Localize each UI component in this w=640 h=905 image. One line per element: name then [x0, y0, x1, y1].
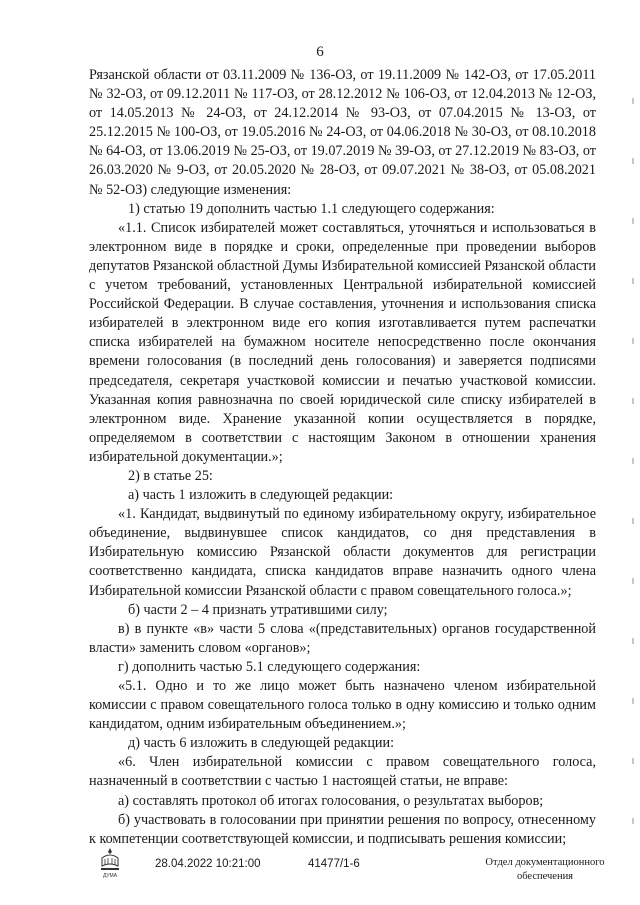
paragraph-part-6-a: а) составлять протокол об итогах голосования, о результатах выборов; — [118, 792, 544, 809]
department-line-2: обеспечения — [516, 871, 574, 882]
page-footer — [0, 836, 640, 896]
paragraph-part-1-1: «1.1. Список избирателей может составляться, уточняться и использоваться в электронном виде в порядке и сроки, определенные при проведении выборов депутатов Рязанской областной Думы Избирательной комиссией Рязанской области с учетом требований, установленных Центральной избирательной комиссией Российской Федерации. В случае составления, уточнения и использования списка избирателей в электронном виде его копия изготавливается путем распечатки списка избирателей на бумажном носителе непосредственно после окончания времени голосования (в последний день голосования) и заверяется подписями председателя, секретаря участковой комиссии и печатью участковой комиссии. Указанная копия равнозначна по своей юридической силе списку избирателей в электронном виде. Хранение указанной копии осуществляется в порядке, определяемом в соответствии с настоящим Законом в отношении хранения избирательной документации.»; — [89, 219, 596, 465]
footer-timestamp: 28.04.2022 10:21:00 — [155, 858, 261, 870]
paragraph-part-6: «6. Член избирательной комиссии с правом совещательного голоса, назначенный в соответствии с частью 1 настоящей статьи, не вправе: — [89, 754, 596, 790]
scan-edge-artifact — [632, 80, 634, 860]
department-stamp — [470, 856, 620, 884]
paragraph-subitem-b: б) части 2 – 4 признать утратившими силу; — [128, 601, 388, 618]
paragraph-subitem-a: а) часть 1 изложить в следующей редакции: — [128, 487, 394, 504]
paragraph-part-1: «1. Кандидат, выдвинутый по единому избирательному округу, избирательное объединение, выдвинувшее список кандидатов, со дня представления в Избирательную комиссию Рязанской области документов для регистрации соответственно кандидата, списка кандидатов вправе назначить одного члена Избирательной комиссии Рязанской области с правом совещательного голоса.»; — [89, 506, 596, 599]
document-body — [89, 66, 596, 849]
paragraph-amendments-list: Рязанской области от 03.11.2009 № 136-ОЗ, от 19.11.2009 № 142-ОЗ, от 17.05.2011 № 32-ОЗ, от 09.12.2011 № 117-ОЗ, от 28.12.2012 № 106-ОЗ, от 12.04.2013 № 12-ОЗ, от 14.05.2013 № 24-ОЗ, от 24.12.2014 № 93-ОЗ, от 07.04.2015 № 13-ОЗ, от 25.12.2015 № 100-ОЗ, от 19.05.2016 № 24-ОЗ, от 04.06.2018 № 30-ОЗ, от 08.10.2018 № 64-ОЗ, от 13.06.2019 № 25-ОЗ, от 19.07.2019 № 39-ОЗ, от 27.12.2019 № 83-ОЗ, от 26.03.2020 № 9-ОЗ, от 20.05.2020 № 28-ОЗ, от 09.07.2021 № 38-ОЗ, от 05.08.2021 № 52-ОЗ) следующие изменения: — [89, 67, 597, 198]
footer-registration-number: 41477/1-6 — [308, 858, 360, 870]
paragraph-part-5-1: «5.1. Одно и то же лицо может быть назначено членом избирательной комиссии с правом совещательного голоса только в одну комиссию и только одним кандидатом, одним избирательным объединением.»; — [89, 678, 596, 733]
page-number: 6 — [316, 44, 324, 60]
emblem-caption: ДУМА — [102, 873, 118, 879]
paragraph-part-6-b: б) участвовать в голосовании при принятии решения по вопросу, отнесенному к компетенции соответствующей комиссии, и подписывать решения комиссии; — [89, 811, 596, 847]
department-line-1: Отдел документационного — [485, 857, 605, 868]
paragraph-subitem-v: в) в пункте «в» части 5 слова «(представительных) органов государственной власти» заменить словом «органов»; — [89, 620, 596, 656]
paragraph-subitem-g: г) дополнить частью 5.1 следующего содержания: — [118, 658, 421, 675]
paragraph-item-1: 1) статью 19 дополнить частью 1.1 следующего содержания: — [128, 200, 495, 217]
paragraph-subitem-d: д) часть 6 изложить в следующей редакции: — [128, 735, 395, 752]
paragraph-item-2: 2) в статье 25: — [128, 467, 213, 484]
duma-emblem-icon — [98, 846, 122, 880]
